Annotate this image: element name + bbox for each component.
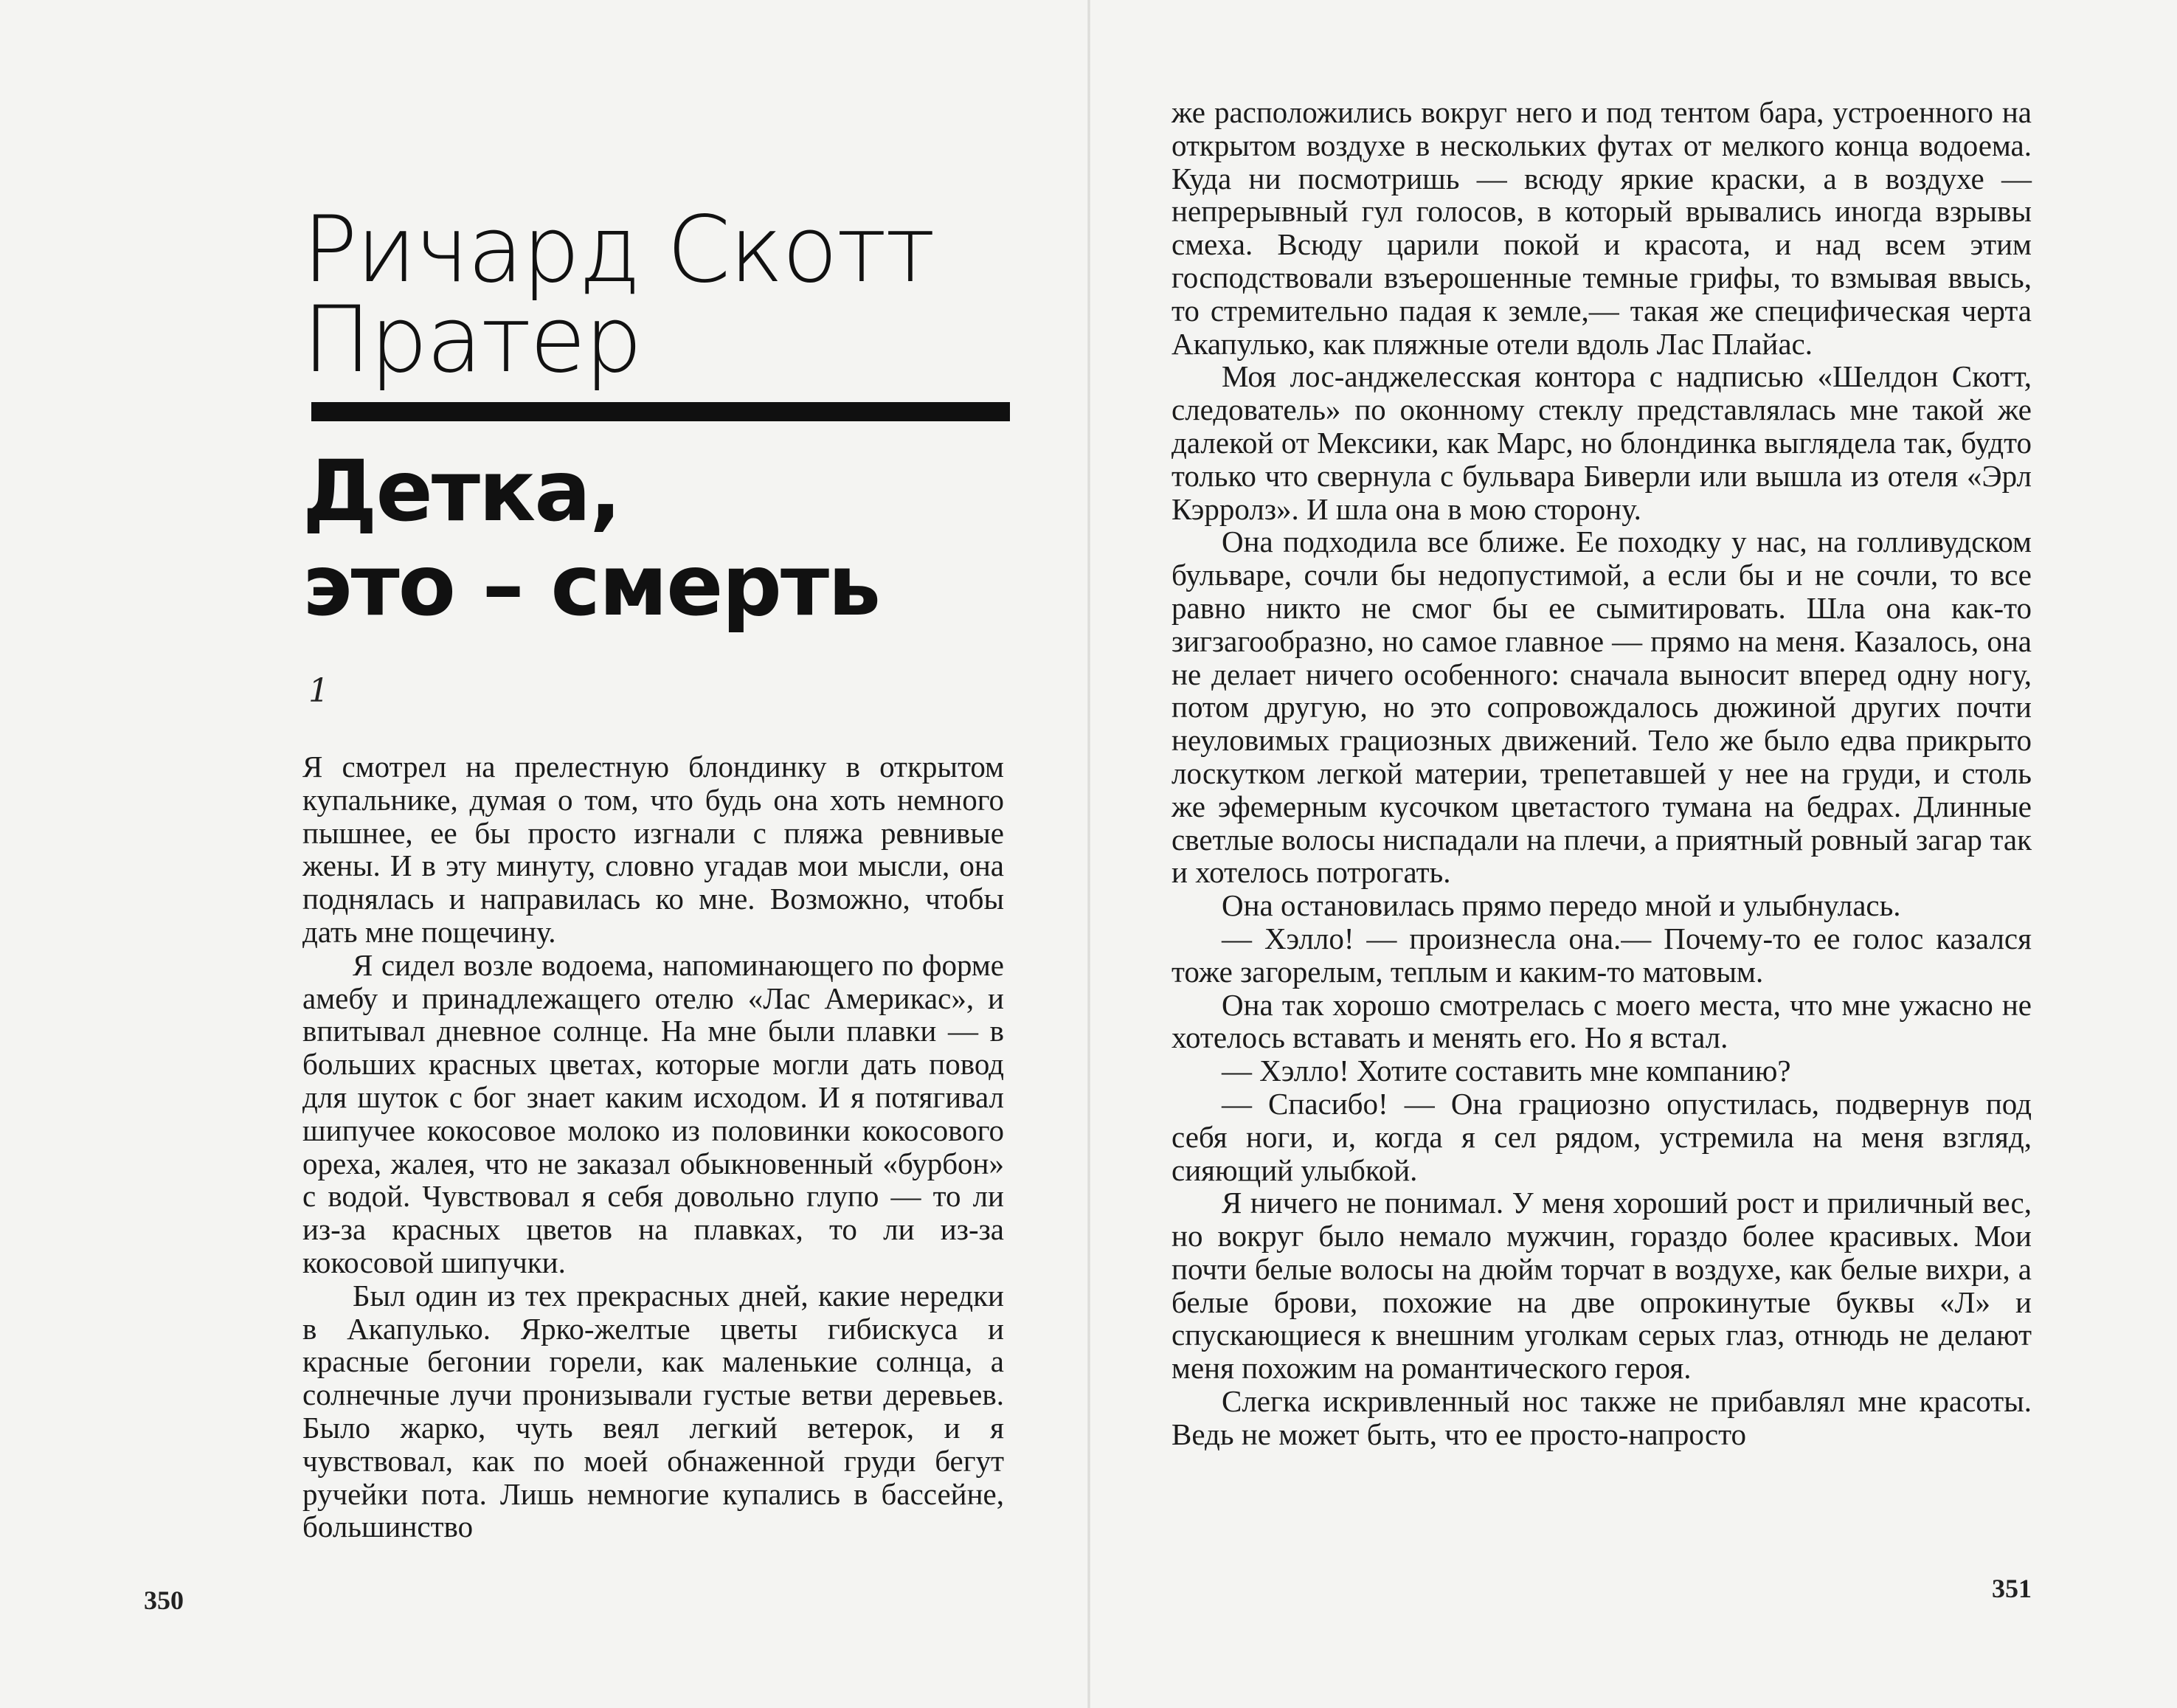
paragraph: Моя лос-анджелесская контора с надписью «Шелдон Скотт, следователь» по оконному стеклу представлялась мне такой же далекой от Мексики, как Марс, но блондинка выглядела так, будто только что свернула с бульвара Биверли или вышла из отеля «Эрл Кэрролз». И шла она в мою сторону. xyxy=(1171,359,2032,526)
title-divider-rule xyxy=(311,402,1010,421)
title-line-1: Детка, xyxy=(302,442,620,540)
author-name xyxy=(302,197,1011,393)
left-body-text xyxy=(302,750,1004,1543)
paragraph: Она подходила все ближе. Ее походку у нас, на голливудском бульваре, сочли бы недопустимой, а если бы и не сочли, то все равно никто не смог бы ее сымитировать. Шла она как-то зигзагообразно, но самое главное — прямо на меня. Казалось, она не делает ничего особенного: сначала выносит вперед одну ногу, потом другую, но это сопровождалось дюжиной других почти неуловимых грациозных движений. Тело же было едва прикрыто лоскутком легкой материи, трепетавшей у нее на груди, и столь же эфемерным кусочком цветастого тумана на бедрах. Длинные светлые волосы ниспадали на плечи, а приятный ровный загар так и хотелось потрогать. xyxy=(1171,525,2032,890)
paragraph: Был один из тех прекрасных дней, какие нередки в Акапулько. Ярко-желтые цветы гибискуса и красные бегонии горели, как маленькие солнца, а солнечные лучи пронизывали густые ветви деревьев. Было жарко, чуть веял легкий ветерок, и я чувствовал, как по моей обнаженной груди бегут ручейки пота. Лишь немногие купались в бассейне, большинство xyxy=(302,1278,1004,1544)
chapter-number: 1 xyxy=(308,672,329,710)
story-title xyxy=(302,444,1011,633)
paragraph: Я ничего не понимал. У меня хороший рост и приличный вес, но вокруг было немало мужчин, гораздо более красивых. Мои почти белые волосы на дюйм торчат в воздухе, как белые вихри, а белые брови, похожие на две опрокинутые буквы «Л» и спускающиеся к внешним уголкам серых глаз, отнюдь не делают меня похожим на романтического героя. xyxy=(1171,1186,2032,1386)
author-line-1: Ричард Скотт xyxy=(302,197,934,303)
paragraph: — Хэлло! — произнесла она.— Почему-то ее голос казался тоже загорелым, теплым и каким-то матовым. xyxy=(1171,921,2032,989)
paragraph: Я смотрел на прелестную блондинку в открытом купальнике, думая о том, что будь она хоть немного пышнее, ее бы просто изгнали с пляжа ревнивые жены. И в эту минуту, словно угадав мои мысли, она поднялась и направилась ко мне. Возможно, чтобы дать мне пощечину. xyxy=(302,750,1004,949)
paragraph: Она остановилась прямо передо мной и улыбнулась. xyxy=(1222,888,1901,923)
title-line-2: это – смерть xyxy=(302,536,880,635)
author-line-2: Пратер xyxy=(302,287,641,393)
paragraph: — Спасибо! — Она грациозно опустилась, подвернув под себя ноги, и, когда я сел рядом, устремила на меня взгляд, сияющий улыбкой. xyxy=(1171,1086,2032,1187)
paragraph: Я сидел возле водоема, напоминающего по форме амебу и принадлежащего отелю «Лас Америкас», и впитывал дневное солнце. На мне были плавки — в больших красных цветах, которые могли дать повод для шуток с бог знает каким исходом. И я потягивал шипучее кокосовое молоко из половинки кокосового ореха, жалея, что не заказал обыкновенный «бурбон» с водой. Чувствовал я себя довольно глупо — то ли из-за красных цветов на плавках, то ли из-за кокосовой шипучки. xyxy=(302,947,1004,1279)
paragraph: же расположились вокруг него и под тентом бара, устроенного на открытом воздухе в нескольких футах от мелкого конца водоема. Куда ни посмотришь — всюду яркие краски, а в воздухе — непрерывный гул голосов, в который врывались иногда взрывы смеха. Всюду царили покой и красота, и над всем этим господствовали взъерошенные темные грифы, то взмывая ввысь, то стремительно падая к земле,— такая же специфическая черта Акапулько, как пляжные отели вдоль Лас Плайас. xyxy=(1171,95,2032,361)
paragraph: Она так хорошо смотрелась с моего места, что мне ужасно не хотелось вставать и менять его. Но я встал. xyxy=(1171,987,2032,1055)
right-page xyxy=(1089,0,2177,1708)
paragraph: — Хэлло! Хотите составить мне компанию? xyxy=(1222,1054,1791,1088)
page-number-right: 351 xyxy=(1992,1574,2032,1603)
right-body-text xyxy=(1171,96,2032,1451)
page-number-left: 350 xyxy=(144,1586,184,1615)
paragraph: Слегка искривленный нос также не прибавлял мне красоты. Ведь не может быть, что ее просто-напросто xyxy=(1171,1384,2032,1451)
